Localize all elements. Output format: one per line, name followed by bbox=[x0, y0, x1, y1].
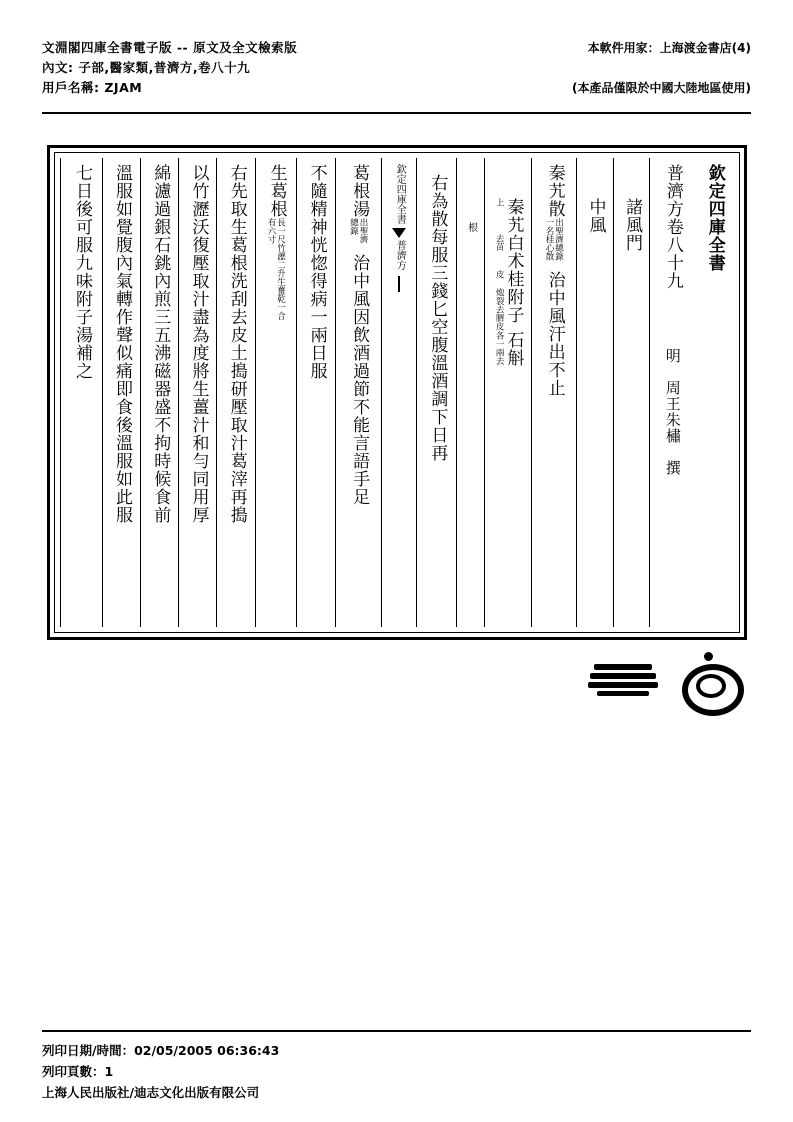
shenggegen-name: 生葛根 bbox=[266, 164, 287, 218]
print-pages-line bbox=[42, 1061, 279, 1082]
author-line: 明 周王朱橚 撰 bbox=[663, 348, 682, 476]
formula-notes bbox=[544, 218, 563, 261]
header-divider bbox=[42, 112, 751, 114]
ingredient-4-name: 附子 bbox=[503, 288, 524, 324]
ingredient-1-name: 秦艽 bbox=[503, 198, 524, 234]
method-line-1: 右先取生葛根洗刮去皮土搗研壓取汁葛滓再搗 bbox=[226, 164, 247, 524]
print-pages-label: 列印頁數： bbox=[42, 1064, 105, 1079]
header-title-line: 文淵閣四庫全書電子版 -- 原文及全文檢索版 bbox=[42, 40, 298, 55]
symptom-text: 不隨精神恍惚得病一兩日服 bbox=[306, 164, 327, 380]
subsection-heading: 中風 bbox=[585, 198, 606, 234]
method-line-3: 綿濾過銀石銚內煎三五沸磁器盛不拘時候食前 bbox=[150, 164, 171, 524]
column-subsection bbox=[576, 158, 613, 627]
fish-tail-icon bbox=[392, 228, 406, 238]
column-formula-qinjiao bbox=[531, 158, 576, 627]
column-method-5 bbox=[60, 158, 102, 627]
dosage-text: 右為散每服三錢匕空腹溫酒調下日再 bbox=[427, 174, 448, 462]
print-datetime-value: 02/05/2005 06:36:43 bbox=[134, 1043, 280, 1058]
ingredient-3 bbox=[495, 270, 522, 288]
footer-divider bbox=[42, 1030, 751, 1032]
ingredient-2 bbox=[495, 234, 522, 270]
column-shenggegen bbox=[255, 158, 297, 627]
scanned-page-frame bbox=[47, 145, 747, 640]
shenggegen-notes bbox=[266, 218, 285, 320]
print-pages-value: 1 bbox=[104, 1064, 114, 1079]
center-subtitle: 普濟方 bbox=[394, 240, 406, 270]
column-method-4 bbox=[102, 158, 140, 627]
ingredient-3-note: 皮 bbox=[494, 270, 505, 279]
publisher-line: 上海人民出版社/迪志文化出版有限公司 bbox=[42, 1085, 260, 1100]
book-title: 欽定四庫全書 bbox=[704, 164, 725, 272]
column-root-note bbox=[456, 158, 484, 627]
gegen-indication: 治中風因飲酒過節不能言語手足 bbox=[349, 253, 370, 506]
column-method-3 bbox=[140, 158, 178, 627]
ingredient-2-note: 去苗 bbox=[494, 234, 505, 251]
column-title bbox=[694, 158, 734, 627]
column-section bbox=[613, 158, 650, 627]
ingredient-1-note: 上 bbox=[494, 198, 505, 207]
method-line-4: 溫服如覺腹內氣轉作聲似痛即食後溫服如此服 bbox=[111, 164, 132, 524]
ingredient-4-note: 炮裂去臍皮 bbox=[494, 288, 505, 331]
center-title: 欽定四庫全書 bbox=[394, 164, 406, 224]
column-volume bbox=[649, 158, 694, 627]
formula-name: 秦艽散 bbox=[544, 164, 565, 218]
header-region-notice: (本產品僅限於中國大陸地區使用) bbox=[572, 81, 751, 95]
formula-alt-name-note: 一名桂心散 bbox=[543, 218, 554, 261]
header-right-block bbox=[572, 38, 751, 98]
gegen-notes bbox=[349, 218, 368, 244]
page-number-bar-icon bbox=[398, 276, 400, 292]
column-ingredients bbox=[484, 158, 531, 627]
header-left-block bbox=[42, 38, 297, 98]
column-symptom bbox=[296, 158, 334, 627]
column-dosage bbox=[416, 158, 456, 627]
volume-title: 普濟方卷八十九 bbox=[662, 164, 683, 290]
section-heading: 諸風門 bbox=[622, 198, 642, 252]
ingredient-5 bbox=[495, 331, 522, 367]
formula-source-note: 出聖濟總錄 bbox=[553, 218, 564, 261]
ingredient-4 bbox=[495, 288, 522, 331]
ingredient-3-name: 桂 bbox=[503, 270, 524, 288]
header-user-line: 用戶名稱: ZJAM bbox=[42, 80, 143, 95]
gegen-source-note-1: 出聖濟 bbox=[357, 218, 368, 244]
ingredient-5-note: 各一兩去 bbox=[494, 330, 505, 365]
method-line-2: 以竹瀝沃復壓取汁盡為度將生薑汁和勻同用厚 bbox=[188, 164, 209, 524]
shenggegen-note-1: 長一尺竹瀝二升生薑乾一合 bbox=[275, 218, 286, 320]
ingredient-5-name: 石斛 bbox=[503, 330, 524, 367]
document-header bbox=[42, 38, 751, 108]
document-footer bbox=[42, 1040, 279, 1103]
book-stack-logo-icon bbox=[588, 662, 658, 698]
column-method-2 bbox=[178, 158, 216, 627]
text-columns bbox=[60, 158, 734, 627]
ingredient-2-name: 白术 bbox=[503, 234, 524, 270]
method-line-5: 七日後可服九味附子湯補之 bbox=[71, 164, 92, 380]
column-formula-gegen bbox=[335, 158, 382, 627]
gegen-formula-name: 葛根湯 bbox=[349, 164, 370, 218]
shenggegen-note-2: 有六寸 bbox=[265, 218, 276, 244]
column-method-1 bbox=[216, 158, 254, 627]
formula-indication: 治中風汗出不止 bbox=[544, 270, 565, 397]
header-content-line: 內文: 子部,醫家類,普濟方,卷八十九 bbox=[42, 60, 251, 75]
ingredient-1 bbox=[495, 198, 522, 234]
column-center-mark bbox=[381, 158, 416, 627]
print-datetime-label: 列印日期/時間： bbox=[42, 1043, 135, 1058]
gegen-source-note-2: 總錄 bbox=[348, 218, 359, 235]
page-inner-border bbox=[54, 152, 740, 633]
publisher-seal-logo-icon bbox=[680, 650, 736, 706]
print-datetime-line bbox=[42, 1040, 279, 1061]
header-licensee: 本軟件用家：上海渡金書店(4) bbox=[587, 41, 751, 55]
root-note: 根 bbox=[465, 222, 477, 232]
